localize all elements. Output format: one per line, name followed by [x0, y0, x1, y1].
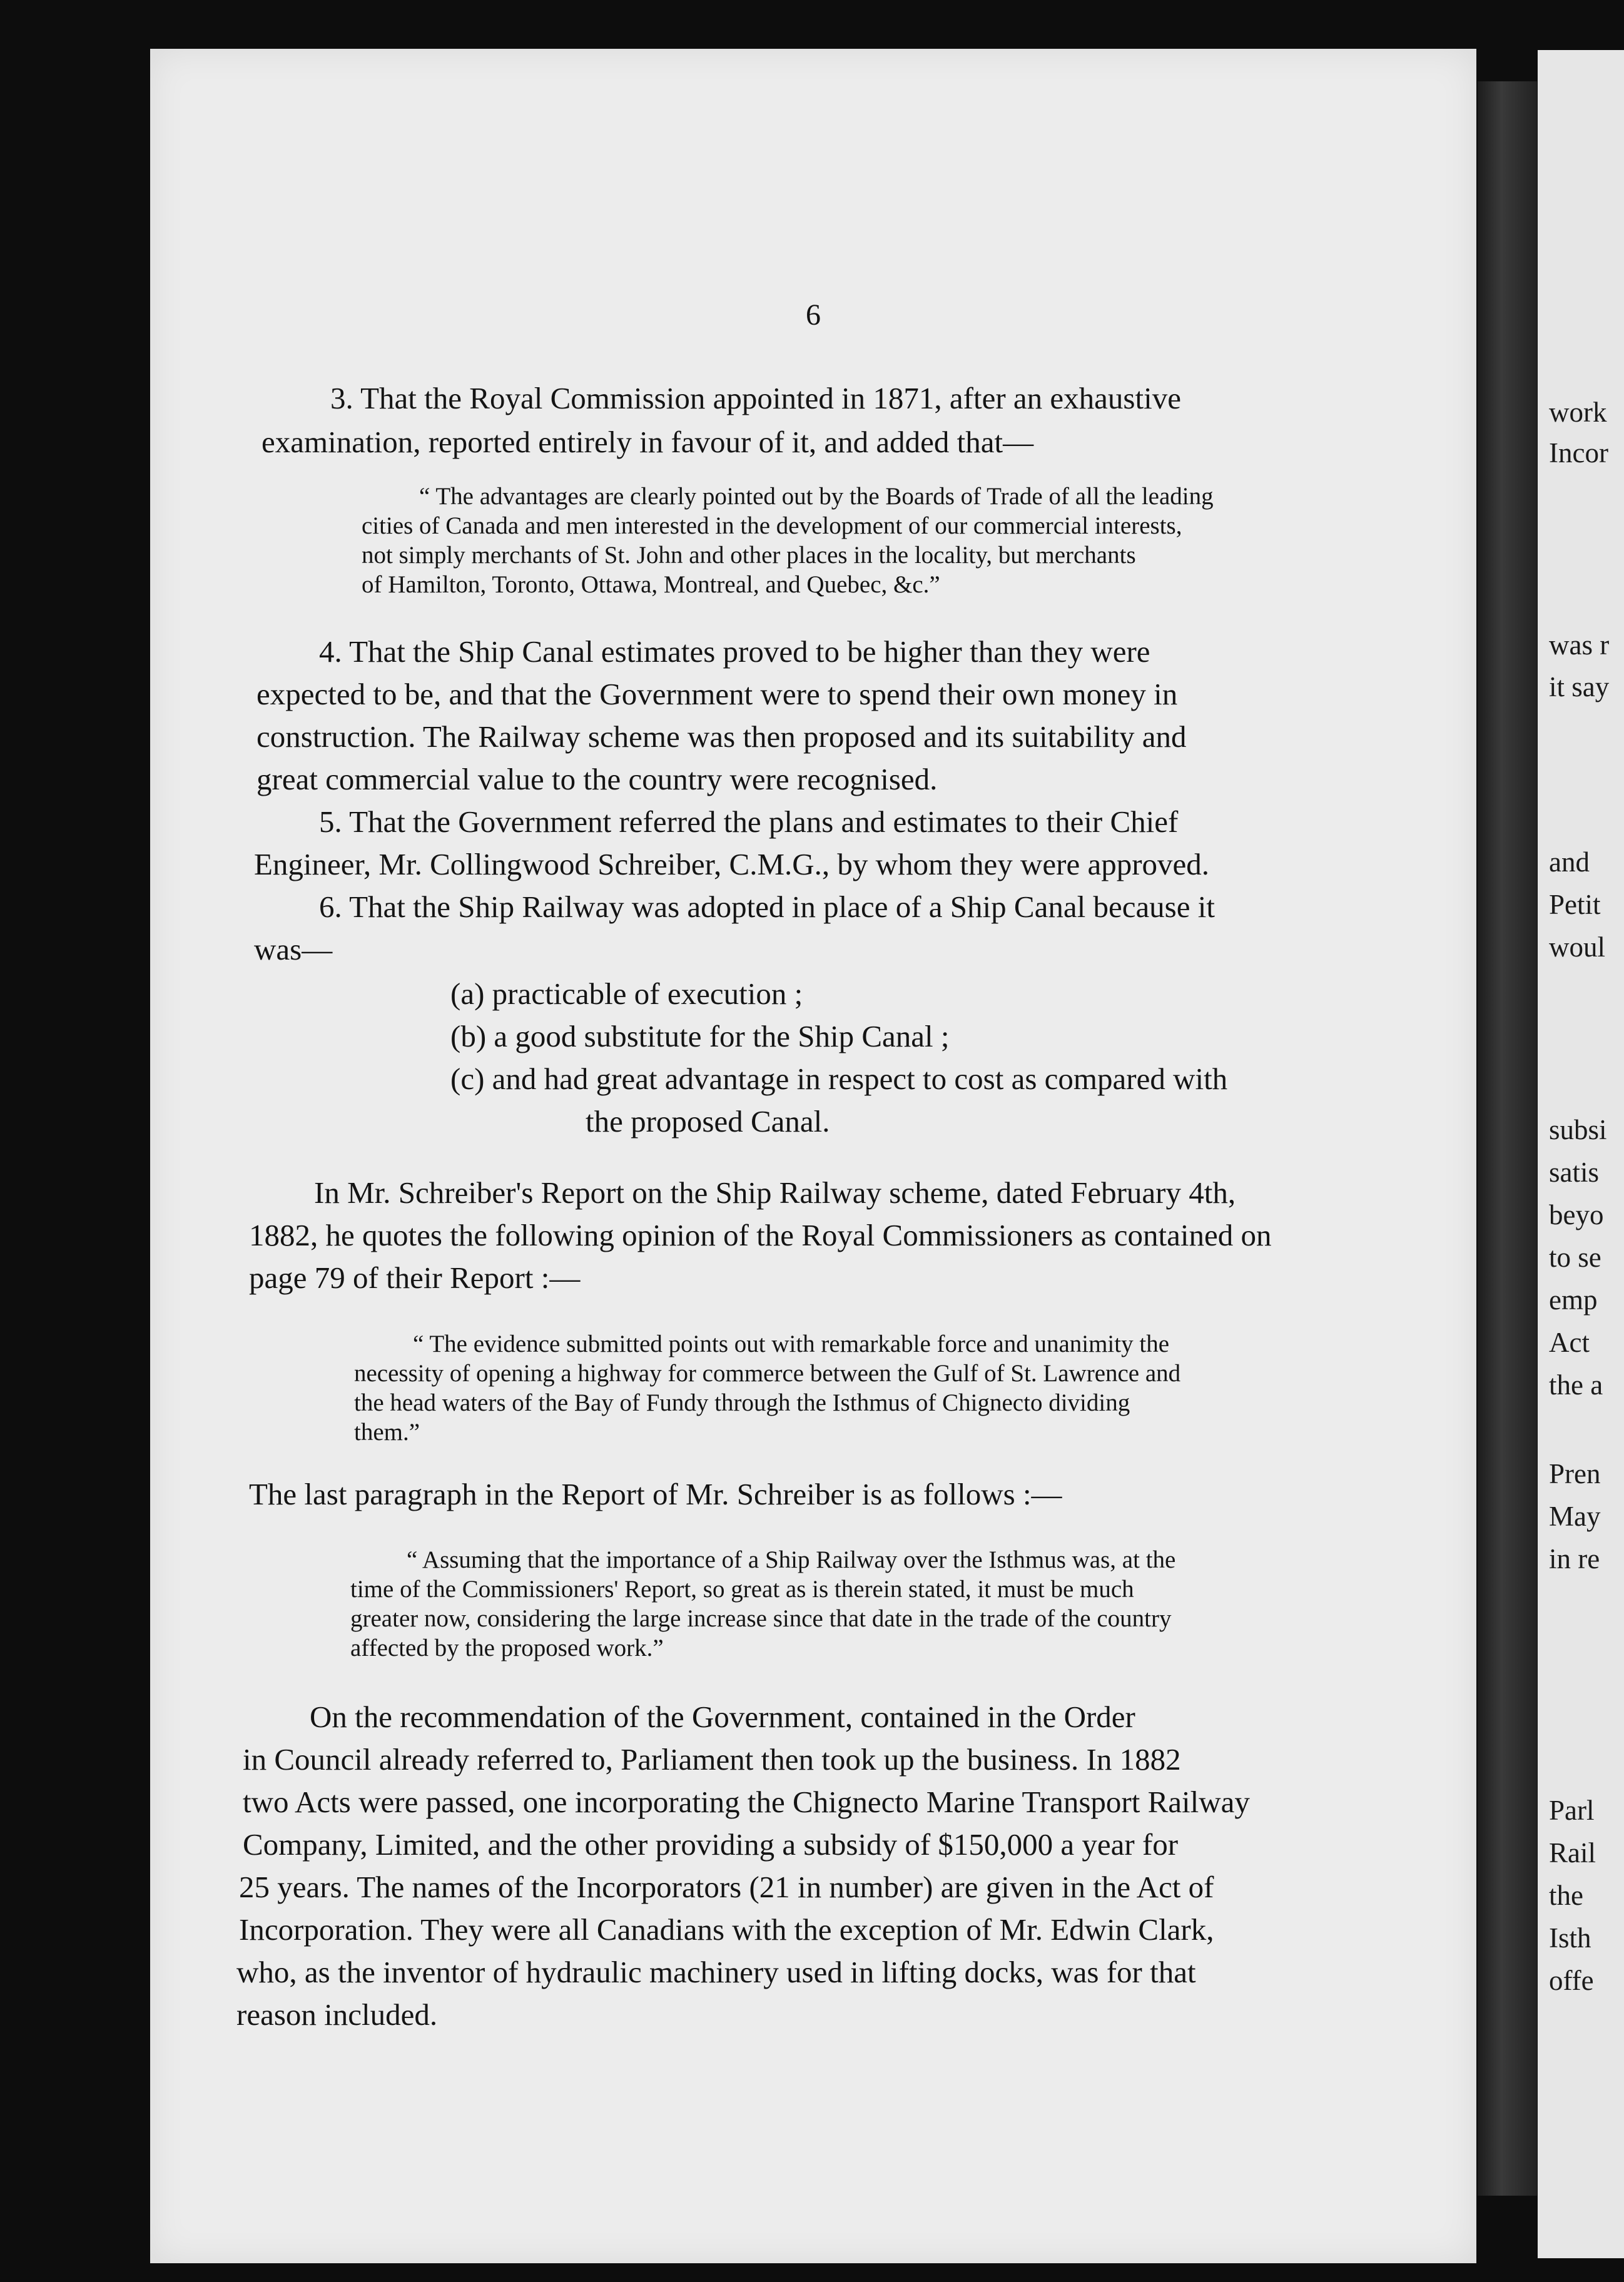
paragraph-line: great commercial value to the country were recognised. — [256, 762, 938, 796]
facing-page — [1538, 50, 1624, 2258]
list-item: (c) and had great advantage in respect to cost as compared with — [450, 1062, 1228, 1096]
paragraph-line: who, as the inventor of hydraulic machinery used in lifting docks, was for that — [236, 1955, 1196, 1989]
paragraph-line: 6. That the Ship Railway was adopted in place of a Ship Canal because it — [319, 890, 1215, 924]
facing-page-line: woul — [1549, 931, 1605, 963]
quote-line: affected by the proposed work.” — [350, 1635, 664, 1661]
paragraph-line: expected to be, and that the Government were to spend their own money in — [256, 677, 1178, 711]
paragraph-line: page 79 of their Report :— — [249, 1260, 581, 1295]
facing-page-line: it say — [1549, 671, 1610, 702]
quote-line: “ The evidence submitted points out with remarkable force and unanimity the — [413, 1331, 1169, 1357]
facing-page-line: the a — [1549, 1369, 1603, 1401]
quote-line: time of the Commissioners' Report, so great as is therein stated, it must be much — [350, 1576, 1134, 1603]
facing-page-line: to se — [1549, 1242, 1601, 1273]
paragraph-line: The last paragraph in the Report of Mr. Schreiber is as follows :— — [249, 1477, 1062, 1511]
facing-page-line: Petit — [1549, 889, 1601, 920]
quote-line: cities of Canada and men interested in the development of our commercial interests, — [362, 512, 1182, 539]
paragraph-line: 1882, he quotes the following opinion of the Royal Commissioners as contained on — [249, 1218, 1272, 1252]
document-page — [150, 49, 1476, 2263]
quote-line: necessity of opening a highway for commerce between the Gulf of St. Lawrence and — [354, 1360, 1181, 1387]
facing-page-line: Parl — [1549, 1795, 1595, 1826]
facing-page-line: work — [1549, 397, 1607, 428]
paragraph-line: examination, reported entirely in favour of it, and added that— — [261, 425, 1034, 459]
facing-page-line: Rail — [1549, 1837, 1596, 1869]
facing-page-line: Isth — [1549, 1922, 1591, 1954]
page-number: 6 — [806, 298, 821, 332]
paragraph-line: On the recommendation of the Government, contained in the Order — [310, 1700, 1135, 1734]
quote-line: greater now, considering the large increase since that date in the trade of the country — [350, 1605, 1172, 1632]
paragraph-line: two Acts were passed, one incorporating the Chignecto Marine Transport Railway — [243, 1785, 1250, 1819]
quote-line: “ The advantages are clearly pointed out by the Boards of Trade of all the leading — [419, 483, 1214, 510]
facing-page-line: emp — [1549, 1284, 1598, 1316]
paragraph-line: was— — [254, 932, 333, 966]
quote-line: “ Assuming that the importance of a Ship Railway over the Isthmus was, at the — [407, 1546, 1176, 1573]
paragraph-line: 4. That the Ship Canal estimates proved to be higher than they were — [319, 634, 1150, 669]
quote-line: them.” — [354, 1419, 420, 1446]
list-item: (b) a good substitute for the Ship Canal ; — [450, 1019, 950, 1053]
paragraph-line: 25 years. The names of the Incorporators (21 in number) are given in the Act of — [239, 1870, 1214, 1904]
facing-page-line: Pren — [1549, 1458, 1601, 1489]
paragraph-line: construction. The Railway scheme was then proposed and its suitability and — [256, 719, 1187, 754]
paragraph-line: 3. That the Royal Commission appointed in 1871, after an exhaustive — [330, 381, 1181, 415]
quote-line: not simply merchants of St. John and other places in the locality, but merchants — [362, 542, 1136, 569]
facing-page-line: offe — [1549, 1965, 1594, 1996]
facing-page-line: Act — [1549, 1327, 1590, 1358]
facing-page-line: satis — [1549, 1157, 1600, 1188]
paragraph-line: In Mr. Schreiber's Report on the Ship Railway scheme, dated February 4th, — [314, 1175, 1236, 1210]
facing-page-line: in re — [1549, 1543, 1600, 1575]
facing-page-line: subsi — [1549, 1114, 1607, 1145]
paragraph-line: in Council already referred to, Parliament then took up the business. In 1882 — [243, 1742, 1181, 1777]
paragraph-line: Engineer, Mr. Collingwood Schreiber, C.M.G., by whom they were approved. — [254, 847, 1210, 881]
facing-page-line: May — [1549, 1501, 1601, 1532]
facing-page-line: was r — [1549, 629, 1610, 661]
paragraph-line: Incorporation. They were all Canadians with the exception of Mr. Edwin Clark, — [239, 1912, 1214, 1947]
quote-line: the head waters of the Bay of Fundy through the Isthmus of Chignecto dividing — [354, 1389, 1130, 1416]
paragraph-line: reason included. — [236, 1997, 438, 2032]
facing-page-line: Incor — [1549, 437, 1608, 469]
paragraph-line: 5. That the Government referred the plans and estimates to their Chief — [319, 804, 1179, 839]
facing-page-line: the — [1549, 1880, 1583, 1911]
book-gutter — [1478, 81, 1537, 2196]
list-item-continuation: the proposed Canal. — [586, 1104, 830, 1138]
facing-page-line: beyo — [1549, 1199, 1604, 1230]
paragraph-line: Company, Limited, and the other providing a subsidy of $150,000 a year for — [243, 1827, 1179, 1862]
list-item: (a) practicable of execution ; — [450, 976, 803, 1011]
facing-page-line: and — [1549, 846, 1590, 878]
quote-line: of Hamilton, Toronto, Ottawa, Montreal, and Quebec, &c.” — [362, 571, 940, 598]
